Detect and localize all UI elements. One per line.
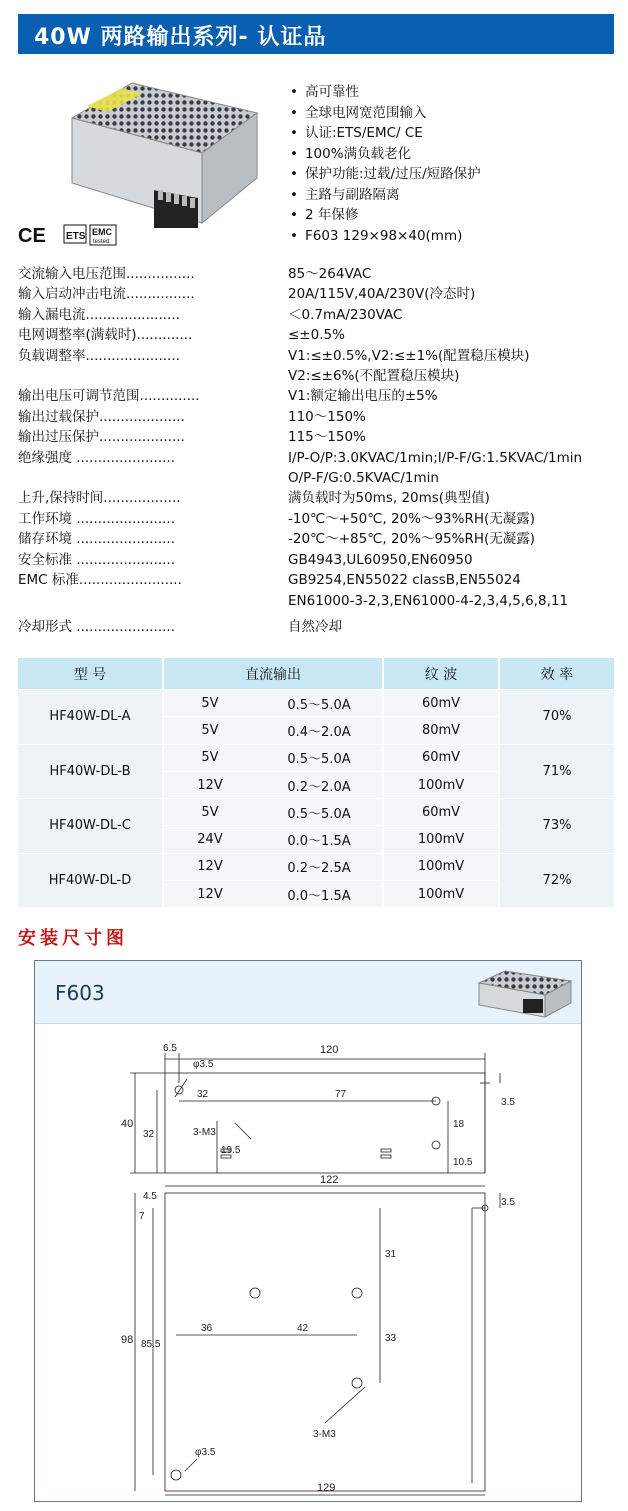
- ripple-cell: 60mV: [383, 690, 499, 717]
- ets-mark: ETS: [66, 231, 86, 242]
- dim-phi-3-5-bottom: φ3.5: [195, 1447, 216, 1458]
- feature-item: • 2 年保修: [290, 205, 481, 226]
- feature-item: • 保护功能:过载/过压/短路保护: [290, 164, 481, 185]
- voltage-cell: 12V: [163, 771, 256, 798]
- spec-row: [18, 550, 618, 570]
- feature-item: • 高可靠性: [290, 82, 481, 103]
- voltage-cell: 5V: [163, 744, 256, 771]
- technical-drawing: [35, 1023, 581, 1501]
- col-header-efficiency: 效 率: [499, 658, 614, 690]
- spec-value: V1:额定输出电压的±5%: [288, 388, 438, 405]
- feature-item: • F603 129×98×40(mm): [290, 226, 481, 247]
- voltage-cell: 5V: [163, 717, 256, 744]
- dim-7: 7: [139, 1211, 145, 1222]
- dim-4-5: 4.5: [143, 1191, 157, 1202]
- drawing-product-thumbnail: [475, 969, 575, 1019]
- dim-98: 98: [121, 1334, 134, 1346]
- current-cell: 0.2～2.0A: [256, 771, 383, 798]
- feature-item: • 100%满负载老化: [290, 144, 481, 165]
- mount-hole: [432, 1141, 440, 1149]
- dim-3-5-side: 3.5: [501, 1197, 515, 1208]
- dimension-section-title: 安装尺寸图: [18, 928, 128, 949]
- dim-3-m3-top: 3-M3: [193, 1127, 216, 1138]
- ripple-cell: 100mV: [383, 826, 499, 853]
- efficiency-cell: 73%: [499, 799, 614, 854]
- dim-10-5: 10.5: [453, 1157, 473, 1168]
- spec-label: 上升,保持时间..................: [18, 490, 181, 507]
- spec-row: [18, 488, 618, 508]
- spec-value-continued: EN61000-3-2,3,EN61000-4-2,3,4,5,6,8,11: [288, 592, 569, 609]
- certification-marks: [18, 222, 138, 248]
- spec-label: 输出过载保护....................: [18, 408, 185, 425]
- dim-85-5: 85.5: [141, 1339, 161, 1350]
- spec-value: GB9254,EN55022 classB,EN55024: [288, 572, 521, 589]
- ripple-cell: 100mV: [383, 881, 499, 908]
- drawing-header: [35, 961, 581, 1024]
- mount-hole: [352, 1378, 362, 1388]
- spec-label: 输入启动冲击电流................: [18, 286, 195, 303]
- spec-value: -10℃～+50℃, 20%～93%RH(无凝露): [288, 510, 536, 527]
- spec-value: 自然冷却: [288, 618, 342, 635]
- spec-label: 交流输入电压范围................: [18, 266, 195, 282]
- spec-label: EMC 标准........................: [18, 572, 182, 589]
- spec-label: 储存环境 .......................: [18, 531, 175, 548]
- feature-item: • 认证:ETS/EMC/ CE: [290, 123, 481, 144]
- spec-row: [18, 509, 618, 529]
- spec-label: 负载调整率......................: [18, 347, 180, 364]
- title-bar: [18, 14, 614, 54]
- spec-value: 110～150%: [288, 408, 366, 425]
- spec-value: 满负载时为50ms, 20ms(典型值): [288, 490, 490, 507]
- current-cell: 0.5～5.0A: [256, 799, 383, 826]
- spec-value-continued: V2:≤±6%(不配置稳压模块): [288, 368, 460, 385]
- dim-40: 40: [121, 1118, 134, 1130]
- spec-label: 输入漏电流......................: [18, 306, 180, 323]
- spec-value: ＜0.7mA/230VAC: [288, 306, 403, 323]
- table-row: [18, 744, 614, 771]
- spec-value: I/P-O/P:3.0KVAC/1min;I/P-F/G:1.5KVAC/1min: [288, 449, 583, 466]
- current-cell: 0.0～1.5A: [256, 881, 383, 908]
- table-row: [18, 853, 614, 880]
- voltage-cell: 12V: [163, 881, 256, 908]
- spec-value: 20A/115V,40A/230V(冷态时): [288, 286, 476, 303]
- dim-phi-3-5: φ3.5: [193, 1059, 214, 1070]
- product-image: [62, 78, 262, 228]
- dim-32-horizontal: 32: [197, 1089, 209, 1100]
- dim-6-5: 6.5: [163, 1043, 177, 1054]
- voltage-cell: 12V: [163, 853, 256, 880]
- spec-row: [18, 284, 618, 304]
- mount-hole: [352, 1288, 362, 1298]
- spec-value: -20℃～+85℃, 20%～95%RH(无凝露): [288, 531, 536, 548]
- spec-row: [18, 617, 618, 637]
- spec-label: 绝缘强度 .......................: [18, 449, 175, 466]
- spec-label: 安全标准 .......................: [18, 551, 175, 568]
- dim-3-m3-bottom: 3-M3: [313, 1429, 336, 1440]
- spec-value: 115～150%: [288, 429, 366, 446]
- model-cell: HF40W-DL-A: [18, 690, 163, 745]
- spec-label: 电网调整率(满载时).............: [18, 327, 193, 344]
- dim-129: 129: [317, 1482, 336, 1494]
- dim-33: 33: [385, 1333, 397, 1344]
- dim-32-vertical: 32: [143, 1129, 155, 1140]
- ripple-cell: 60mV: [383, 799, 499, 826]
- table-row: [18, 690, 614, 717]
- col-header-model: 型 号: [18, 658, 163, 690]
- spec-value: GB4943,UL60950,EN60950: [288, 551, 473, 568]
- efficiency-cell: 71%: [499, 744, 614, 799]
- spec-row: [18, 325, 618, 345]
- model-cell: HF40W-DL-C: [18, 799, 163, 854]
- spec-row: [18, 346, 618, 366]
- spec-row: [18, 448, 618, 468]
- current-cell: 0.0～1.5A: [256, 826, 383, 853]
- spec-value: V1:≤±0.5%,V2:≤±1%(配置稳压模块): [288, 347, 530, 364]
- spec-label: 输出电压可调节范围..............: [18, 388, 200, 405]
- spec-row: [18, 305, 618, 325]
- dim-18: 18: [453, 1119, 465, 1130]
- current-cell: 0.4～2.0A: [256, 717, 383, 744]
- dim-3-5-top: 3.5: [501, 1097, 515, 1108]
- dim-77: 77: [335, 1089, 347, 1100]
- ripple-cell: 60mV: [383, 744, 499, 771]
- current-cell: 0.5～5.0A: [256, 690, 383, 717]
- spec-row: [18, 407, 618, 427]
- feature-item: • 全球电网宽范围输入: [290, 103, 481, 124]
- feature-list: [290, 82, 481, 246]
- ripple-cell: 100mV: [383, 853, 499, 880]
- dim-122: 122: [320, 1174, 339, 1186]
- emc-tested: tested: [93, 239, 110, 245]
- voltage-cell: 5V: [163, 690, 256, 717]
- ripple-cell: 100mV: [383, 771, 499, 798]
- cert-logos: [18, 222, 138, 248]
- dim-31: 31: [385, 1249, 397, 1260]
- current-cell: 0.2～2.5A: [256, 853, 383, 880]
- voltage-cell: 24V: [163, 826, 256, 853]
- ripple-cell: 80mV: [383, 717, 499, 744]
- spec-row: [18, 264, 618, 284]
- spec-value: ≤±0.5%: [288, 327, 345, 344]
- efficiency-cell: 72%: [499, 853, 614, 907]
- spec-value: 85～264VAC: [288, 266, 372, 282]
- voltage-cell: 5V: [163, 799, 256, 826]
- dim-19-5: 19.5: [221, 1145, 241, 1156]
- spec-row: [18, 386, 618, 406]
- emc-mark: EMC: [92, 227, 112, 237]
- spec-label: 输出过压保护....................: [18, 429, 185, 446]
- output-table: [18, 658, 614, 907]
- spec-label: 工作环境 .......................: [18, 510, 175, 527]
- mount-hole: [171, 1470, 181, 1480]
- feature-item: • 主路与副路隔离: [290, 185, 481, 206]
- dim-42: 42: [297, 1323, 309, 1334]
- page-title: 40W 两路输出系列- 认证品: [34, 25, 327, 50]
- model-cell: HF40W-DL-B: [18, 744, 163, 799]
- col-header-ripple: 纹 波: [383, 658, 499, 690]
- table-row: [18, 799, 614, 826]
- mount-hole: [250, 1288, 260, 1298]
- efficiency-cell: 70%: [499, 690, 614, 745]
- case-code: F603: [55, 981, 105, 1005]
- dim-36: 36: [201, 1323, 213, 1334]
- spec-label: 冷却形式 .......................: [18, 618, 175, 635]
- spec-row: [18, 427, 618, 447]
- col-header-dc-output: 直流输出: [163, 658, 383, 690]
- spec-value-continued: O/P-F/G:0.5KVAC/1min: [288, 470, 439, 487]
- spec-row: [18, 529, 618, 549]
- spec-row: [18, 570, 618, 590]
- model-cell: HF40W-DL-D: [18, 853, 163, 907]
- side-view-outline: [165, 1073, 485, 1173]
- dim-120: 120: [320, 1044, 339, 1056]
- current-cell: 0.5～5.0A: [256, 744, 383, 771]
- dimension-drawing: [34, 960, 582, 1502]
- spec-list: [18, 264, 618, 637]
- ce-mark: CE: [18, 225, 46, 247]
